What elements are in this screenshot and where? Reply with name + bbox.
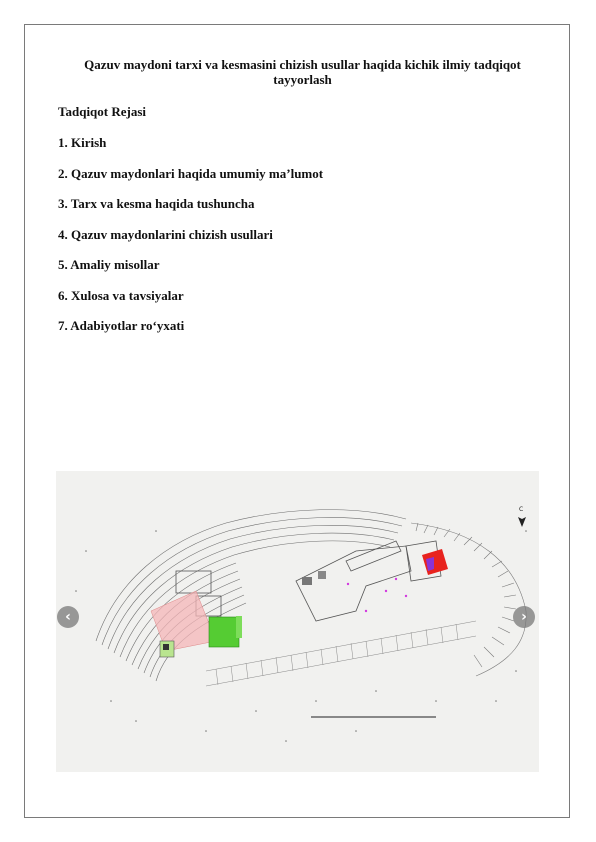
building-block <box>302 577 312 585</box>
red-excavation-zone <box>422 549 448 575</box>
green-excavation-zone-edge <box>236 616 242 638</box>
green-excavation-zone <box>209 617 239 647</box>
slope-hatching <box>206 621 476 686</box>
toc-item-5: 5. Amaliy misollar <box>58 257 160 272</box>
toc-item-1: 1. Kirish <box>58 135 107 150</box>
cliff-hatching <box>411 523 526 676</box>
toc-item-7: 7. Adabiyotlar ro‘yxati <box>58 318 185 333</box>
north-label: С <box>519 506 524 513</box>
toc-item-4: 4. Qazuv maydonlarini chizish usullari <box>58 227 273 242</box>
toc-item-6: 6. Xulosa va tavsiyalar <box>58 288 184 303</box>
contour-lines <box>96 510 406 681</box>
dark-marker <box>163 644 169 650</box>
previous-image-button[interactable]: ‹ <box>57 606 79 628</box>
building-block <box>318 571 326 579</box>
survey-points <box>75 530 527 742</box>
document-title: Qazuv maydoni tarxi va kesmasini chizish usullar haqida kichik ilmiy tadqiqot tayyorlash <box>84 57 521 87</box>
next-image-button[interactable]: › <box>513 606 535 628</box>
plan-heading: Tadqiqot Rejasi <box>58 104 147 119</box>
site-plan-drawing <box>56 471 539 772</box>
excavation-site-map <box>56 471 539 772</box>
magenta-markers <box>347 578 407 612</box>
toc-item-2: 2. Qazuv maydonlari haqida umumiy ma’lumot <box>58 166 324 181</box>
north-arrow-icon <box>518 517 526 527</box>
toc-item-3: 3. Tarx va kesma haqida tushuncha <box>58 196 255 211</box>
